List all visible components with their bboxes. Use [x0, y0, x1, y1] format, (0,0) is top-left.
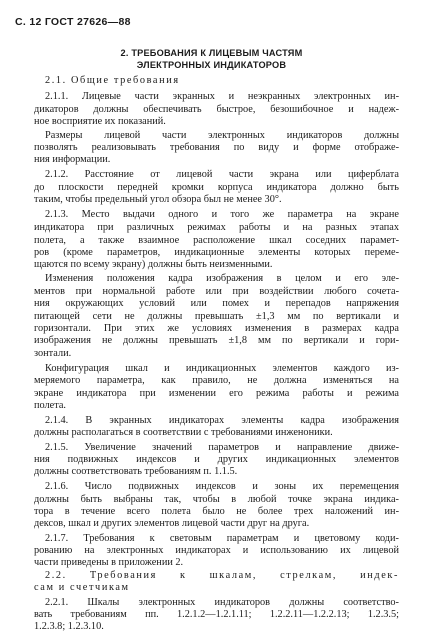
body-text-line: тора в течение всего полета было не более трех наложений ин- [34, 506, 399, 517]
body-text-line: полета. [34, 400, 67, 411]
body-text-line: 2.1.2. Расстояние от лицевой части экрана или циферблата [45, 169, 399, 180]
body-text-line: 2.1.4. В экранных индикаторах элементы кадра изображения [45, 415, 399, 426]
body-text-line: Конфигурация шкал и индикационных элементов каждого из- [45, 363, 399, 374]
body-text-line: ментов при нормальной работе или при воздействии любого сочета- [34, 286, 399, 297]
body-text-line: таким, чтобы предельный угол обзора был не менее 30°. [34, 194, 282, 205]
body-text-line: дикаторов должны обеспечивать быстрое, безошибочное и надеж- [34, 104, 399, 115]
body-text-line: должны быть выбраны так, чтобы в любой точке экрана индика- [34, 494, 399, 505]
body-text-line: горизонтали. При этих же условиях изменения в размерах кадра [34, 323, 399, 334]
body-text-line: Изменения положения кадра изображения в целом и его эле- [45, 273, 399, 284]
body-text-line: позволять реализовывать требования по виду и форме отображе- [34, 142, 399, 153]
body-text-line: меряемого параметра, как правило, не должна изменяться на [34, 375, 399, 386]
body-text-line: индикатора при различных режимах работы и на разных этапах [34, 222, 399, 233]
body-text-line: рованию на электронных индикаторах и использованию их лицевой [34, 545, 399, 556]
body-text-line: 2.1.7. Требования к световым параметрам и цветовому коди- [45, 533, 399, 544]
body-text-line: изображения не должны превышать ±1,8 мм по вертикали и гори- [34, 335, 399, 346]
body-text-line: ния информации. [34, 154, 111, 165]
body-text-line: 1.2.3.8; 1.2.3.10. [34, 621, 104, 632]
body-text-line: щаются по всему экрану) должны быть неизменными. [34, 259, 273, 270]
body-text-line: ния подвижных индексов и других индикационных элементов [34, 454, 399, 465]
body-text-line: питающей сети не должны превышать ±1,3 мм по вертикали и [34, 311, 399, 322]
body-text-line: 2.1.3. Место выдачи одного и того же параметра на экране [45, 209, 399, 220]
subsection-heading-line: 2.2. Требования к шкалам, стрелкам, индек- [45, 570, 399, 581]
subsection-heading-line: 2.1. Общие требования [45, 75, 180, 86]
section-title-line-2: ЭЛЕКТРОННЫХ ИНДИКАТОРОВ [136, 60, 287, 70]
body-text-line: экране индикатора при изменении его режима работы и режима [34, 388, 399, 399]
body-text-line: дексов, шкал и других элементов лицевой части друг на друга. [34, 518, 310, 529]
body-text-line: зонтали. [34, 348, 72, 359]
body-text-line: ное восприятие их показаний. [34, 116, 166, 127]
body-text-line: 2.1.1. Лицевые части экранных и неэкранных электронных ин- [45, 91, 399, 102]
body-text-line: полета, а также взаимное расположение шкал соседних парамет- [34, 235, 399, 246]
subsection-heading-line: сам и счетчикам [34, 582, 130, 593]
body-text-line: 2.2.1. Шкалы электронных индикаторов должны соответство- [45, 597, 399, 608]
body-text-line: должны располагаться в соответствии с требованиями инженоники. [34, 427, 333, 438]
page-header: С. 12 ГОСТ 27626—88 [15, 16, 131, 28]
body-text-line: части приведены в приложении 2. [34, 557, 184, 568]
body-text-line: вать требованиям пп. 1.2.1.2—1.2.1.11; 1.2.2.11—1.2.2.13; 1.2.3.5; [34, 609, 399, 620]
body-text-line: 2.1.6. Число подвижных индексов и зоны их перемещения [45, 481, 399, 492]
section-title-line-1: 2. ТРЕБОВАНИЯ К ЛИЦЕВЫМ ЧАСТЯМ [120, 48, 303, 58]
body-text-line: ния окружающих условий или помех и перепадов напряжения [34, 298, 399, 309]
body-text-line: должны соответствовать требованиям п. 1.1.5. [34, 466, 238, 477]
body-text-line: ров (кроме параметров, индикационные элементы которых переме- [34, 247, 399, 258]
body-text-line: до плоскости передней кромки корпуса индикатора должно быть [34, 182, 399, 193]
body-text-line: Размеры лицевой части электронных индикаторов должны [45, 130, 399, 141]
body-text-line: 2.1.5. Увеличение значений параметров и направление движе- [45, 442, 399, 453]
